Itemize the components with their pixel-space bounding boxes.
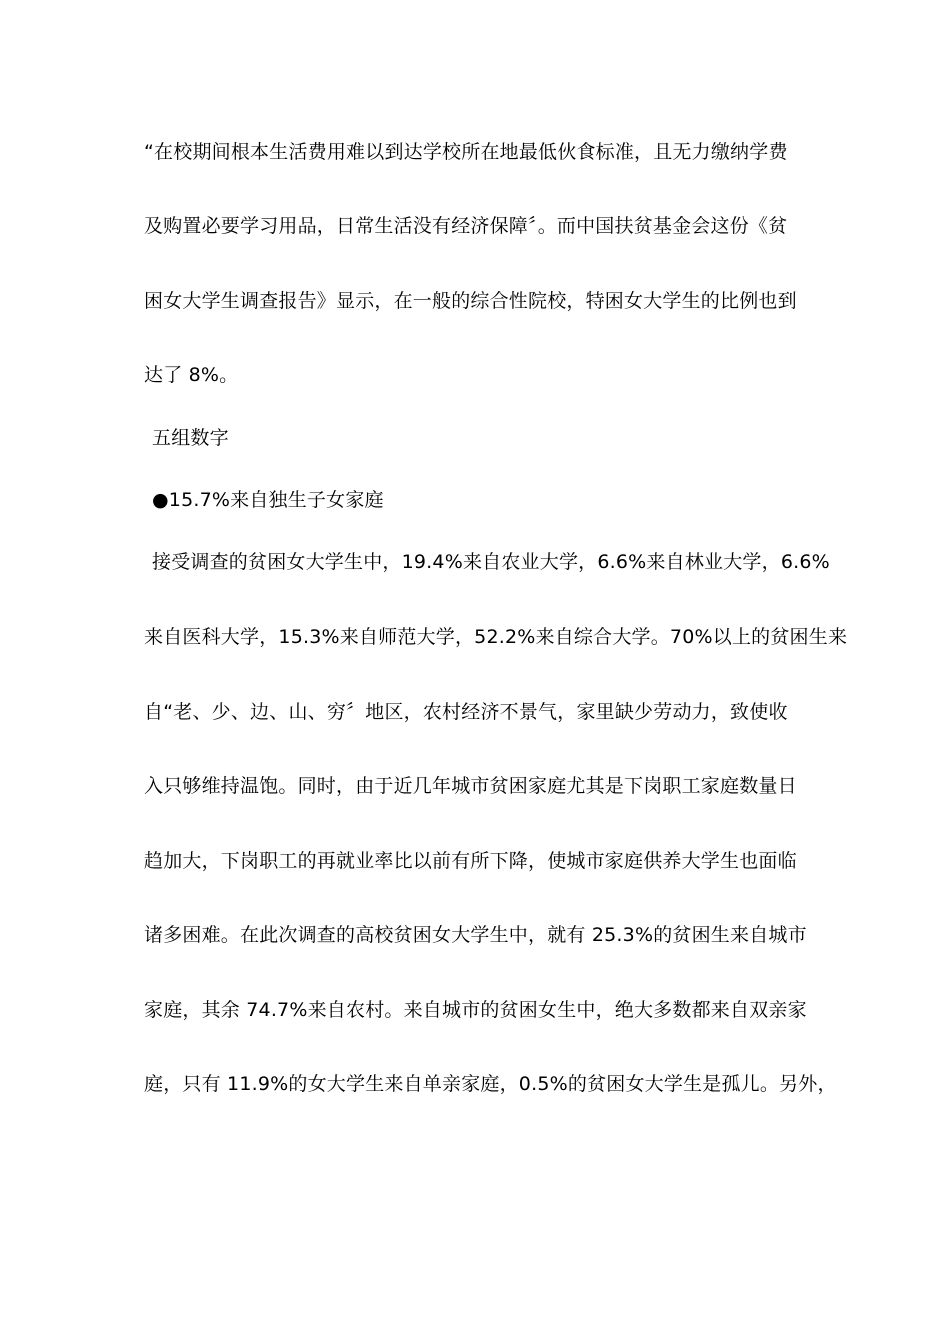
section-heading: 五组数字 xyxy=(152,427,229,449)
paragraph-line: 及购置必要学习用品，日常生活没有经济保障〞。而中国扶贫基金会这份《贫 xyxy=(144,215,788,237)
paragraph-line: 趋加大，下岗职工的再就业率比以前有所下降，使城市家庭供养大学生也面临 xyxy=(144,850,797,872)
paragraph-line: 家庭，其余 74.7%来自农村。来自城市的贫困女生中，绝大多数都来自双亲家 xyxy=(144,999,807,1021)
paragraph-line: 庭，只有 11.9%的女大学生来自单亲家庭，0.5%的贫困女大学生是孤儿。另外， xyxy=(144,1073,837,1095)
paragraph-line: 来自医科大学，15.3%来自师范大学，52.2%来自综合大学。70%以上的贫困生来 xyxy=(144,626,848,648)
paragraph-line: 诸多困难。在此次调查的高校贫困女大学生中，就有 25.3%的贫困生来自城市 xyxy=(144,924,807,946)
paragraph-line: 入只够维持温饱。同时，由于近几年城市贫困家庭尤其是下岗职工家庭数量日 xyxy=(144,775,797,797)
paragraph-line: 达了 8%。 xyxy=(144,364,239,386)
paragraph-line: 接受调查的贫困女大学生中，19.4%来自农业大学，6.6%来自林业大学，6.6% xyxy=(152,551,830,573)
paragraph-line: 困女大学生调查报告》显示，在一般的综合性院校，特困女大学生的比例也到 xyxy=(144,290,797,312)
bullet-heading: ●15.7%来自独生子女家庭 xyxy=(152,489,384,511)
paragraph-line: “在校期间根本生活费用难以到达学校所在地最低伙食标准，且无力缴纳学费 xyxy=(144,141,788,163)
paragraph-line: 自“老、少、边、山、穷〞地区，农村经济不景气，家里缺少劳动力，致使收 xyxy=(144,701,788,723)
